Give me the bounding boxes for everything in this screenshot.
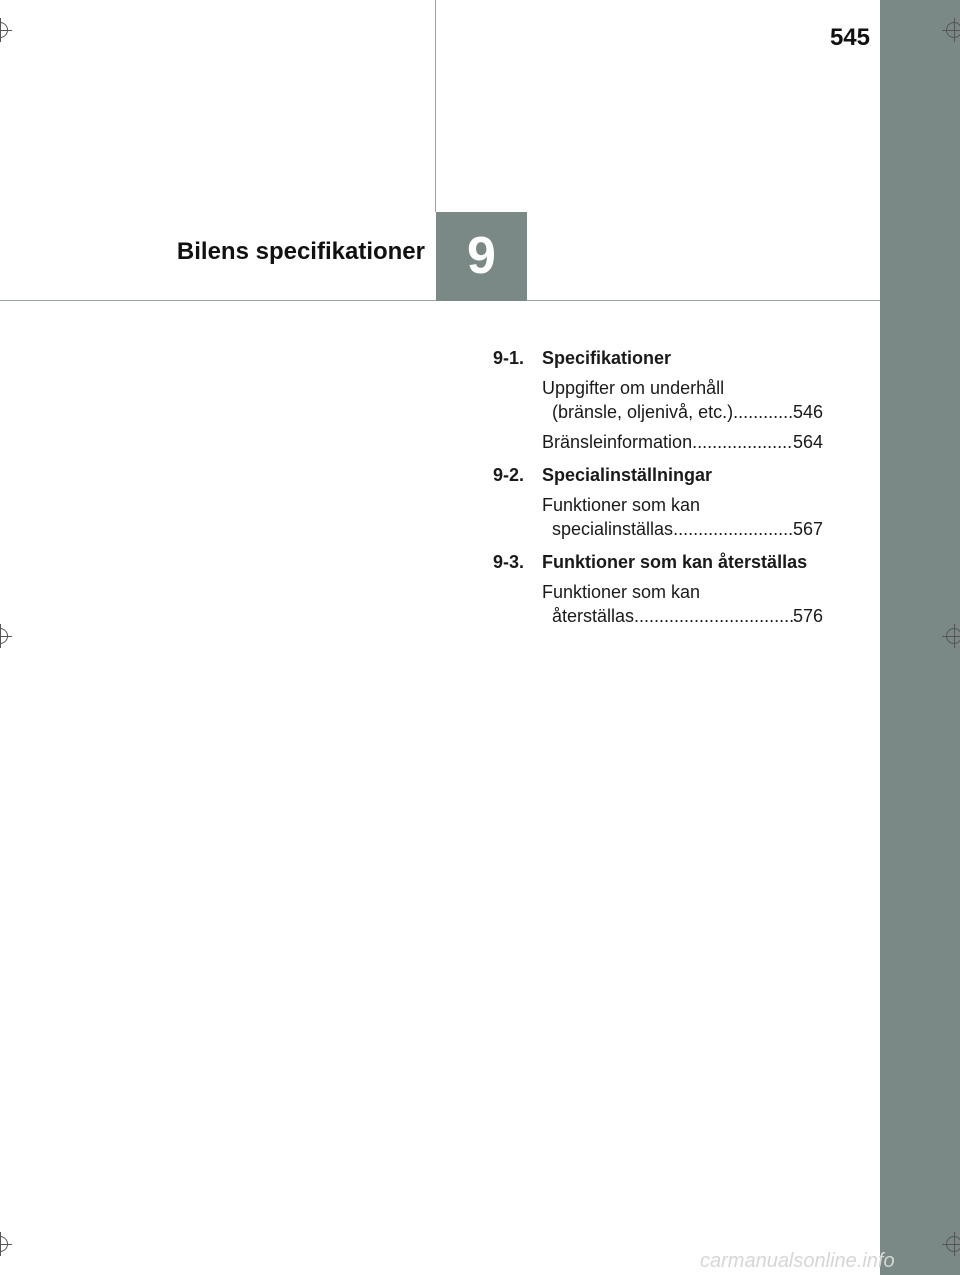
section-header — [493, 550, 823, 574]
dot-leader — [634, 604, 793, 628]
registration-mark-icon — [942, 18, 960, 42]
chapter-number-box: 9 — [436, 212, 527, 301]
section-title[interactable]: Specialinställningar — [542, 465, 713, 485]
dot-leader — [733, 400, 793, 424]
dot-leader — [692, 430, 793, 454]
section-number: 9-1. — [493, 348, 525, 368]
registration-mark-icon — [0, 18, 12, 42]
toc-section — [493, 346, 823, 454]
toc-entry[interactable] — [542, 430, 823, 454]
toc-section — [493, 463, 823, 541]
entry-title-line1: Funktioner som kan — [542, 582, 701, 602]
entry-title: Bränsleinformation — [542, 432, 693, 452]
section-title[interactable]: Funktioner som kan återställas — [542, 552, 808, 572]
dot-leader — [673, 517, 793, 541]
section-header — [493, 346, 823, 370]
vertical-rule — [435, 0, 436, 212]
entry-title-line2: (bränsle, oljenivå, etc.) — [552, 402, 734, 422]
section-title[interactable]: Specifikationer — [542, 348, 672, 368]
toc-entry[interactable] — [542, 376, 823, 424]
toc-entry[interactable] — [542, 493, 823, 541]
table-of-contents — [493, 346, 823, 637]
toc-section — [493, 550, 823, 628]
registration-mark-icon — [0, 1232, 12, 1256]
section-number: 9-2. — [493, 465, 525, 485]
entry-page: 564 — [792, 432, 823, 452]
entry-title-line2: specialinställas — [552, 519, 674, 539]
entry-page: 567 — [792, 519, 823, 539]
page-number: 545 — [829, 24, 870, 51]
toc-entry[interactable] — [542, 580, 823, 628]
registration-mark-icon — [0, 624, 12, 648]
watermark: carmanualsonline.info — [700, 1250, 895, 1272]
entry-title-line1: Uppgifter om underhåll — [542, 378, 725, 398]
entry-title-line1: Funktioner som kan — [542, 495, 701, 515]
registration-mark-icon — [942, 624, 960, 648]
registration-mark-icon — [942, 1232, 960, 1256]
chapter-title: Bilens specifikationer — [176, 238, 425, 265]
section-header — [493, 463, 823, 487]
entry-page: 576 — [792, 606, 823, 626]
section-number: 9-3. — [493, 552, 525, 572]
entry-title-line2: återställas — [552, 606, 635, 626]
entry-page: 546 — [792, 402, 823, 422]
